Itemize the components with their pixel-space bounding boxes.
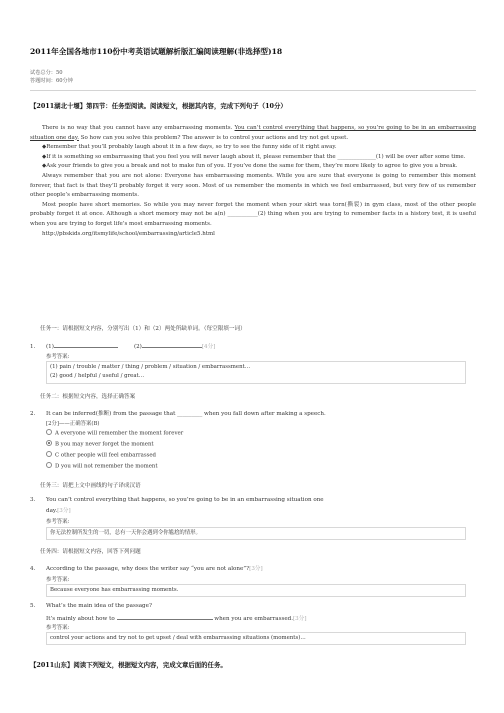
blank-label: (1) bbox=[46, 344, 54, 350]
score-tag: [3分] bbox=[57, 508, 71, 514]
answer-line: control your actions and try not to get upset / deal with embarrassing situations (moments)… bbox=[50, 635, 306, 641]
reference-answer-label: 参考答案: bbox=[46, 577, 70, 583]
answer-blank[interactable] bbox=[117, 613, 213, 620]
blank-label: (2) bbox=[133, 344, 142, 350]
score-tag: [2分]——正确答案(B) bbox=[46, 421, 100, 427]
score-tag: [4分] bbox=[201, 344, 216, 350]
option-label: D you will not remember the moment bbox=[55, 463, 158, 470]
divider bbox=[30, 90, 476, 91]
answer-box bbox=[46, 584, 466, 597]
option-b[interactable] bbox=[46, 441, 154, 448]
question-5-line bbox=[46, 613, 307, 622]
question-text: What’s the main idea of the passage? bbox=[46, 603, 152, 609]
total-score: 试卷总分：50 bbox=[30, 70, 63, 76]
answer-box bbox=[46, 632, 466, 645]
score-tag: [3分] bbox=[293, 616, 307, 622]
radio-icon[interactable] bbox=[46, 429, 52, 435]
radio-icon[interactable] bbox=[46, 462, 52, 468]
question-3-cont bbox=[46, 506, 71, 514]
passage-paragraph: ◆Remember that you’ll probably laugh about it in a few days, so try to see the funny side of it right away. bbox=[42, 144, 337, 151]
task-1-heading: 任务一：请根据短文内容，分别写出（1）和（2）两处所缺单词。（每空限填一词） bbox=[40, 326, 246, 332]
passage-paragraph bbox=[30, 124, 476, 143]
radio-selected-icon[interactable] bbox=[46, 440, 52, 446]
option-c[interactable] bbox=[46, 452, 156, 459]
option-label: A everyone will remember the moment forever bbox=[55, 430, 184, 437]
question-number: 3. bbox=[30, 497, 36, 503]
answer-blank-1[interactable] bbox=[54, 341, 118, 348]
question-number: 2. bbox=[30, 411, 36, 417]
answer-box bbox=[46, 527, 466, 540]
reference-answer-label: 参考答案: bbox=[46, 625, 70, 631]
document-title: 2011年全国各地市110份中考英语试题解析版汇编阅读理解(非选择型)18 bbox=[30, 47, 283, 56]
question-text: when you are embarrassed. bbox=[214, 616, 293, 622]
question-number: 4. bbox=[30, 566, 36, 572]
reading-passage bbox=[30, 124, 476, 239]
question-2 bbox=[30, 409, 326, 417]
reference-answer-label: 参考答案: bbox=[46, 519, 70, 525]
answer-line: (2) good / helpful / useful / great… bbox=[50, 373, 145, 380]
answer-line: (1) pain / trouble / matter / thing / problem / situation / embarrassment… bbox=[50, 364, 251, 370]
question-5 bbox=[30, 603, 152, 609]
option-label: B you may never forget the moment bbox=[55, 441, 154, 448]
passage-paragraph: ◆If it is something so embarrassing that you feel you will never laugh about it, please remember that the ______________(1) will be over after some time. bbox=[42, 153, 466, 160]
task-2-heading: 任务二：根据短文内容，选择正确答案 bbox=[40, 394, 136, 400]
score-tag: [3分] bbox=[249, 566, 263, 572]
time-limit: 答题时间：60分钟 bbox=[30, 78, 73, 84]
option-d[interactable] bbox=[46, 463, 158, 470]
section-heading-shandong: 【2011山东】阅读下列短文，根据短文内容，完成文章后面的任务。 bbox=[30, 661, 227, 669]
passage-paragraph: Always remember that you are not alone: Everyone has embarrassing moments. While you are sure that everyone is going to remember this moment forever, that fact is that they’ll probably forget it very soon. Most of us remember the moments in which we feel embarrassed, but very few of us remember other people’s embarrassing moments. bbox=[30, 172, 476, 199]
reference-answer-label: 参考答案: bbox=[46, 354, 70, 360]
question-4 bbox=[30, 564, 263, 572]
question-text: day. bbox=[46, 508, 58, 514]
question-text: You can’t control everything that happens, so you’re going to be in an embarrassing situation one bbox=[46, 497, 324, 503]
passage-text: So how can you solve this problem? The answer is to control your actions and try not get upset. bbox=[78, 134, 349, 141]
question-number: 5. bbox=[30, 603, 36, 609]
underlined-sentence: You can’t control everything that happens, so you’re going to be in an embarrassing situation one day. bbox=[30, 125, 476, 141]
answer-line: 你无法控制所发生的一切，总有一天你会遇到令你尴尬的情形。 bbox=[50, 530, 201, 536]
option-label: C other people will feel embarrassed bbox=[55, 452, 156, 459]
question-3 bbox=[30, 497, 324, 503]
question-text: It’s mainly about how to bbox=[46, 616, 115, 622]
question-text: It can be inferred(推断) from the passage that _________ when you fall down after making a speech. bbox=[46, 411, 326, 417]
passage-text: There is no way that you cannot have any embarrassing moments. bbox=[42, 125, 235, 131]
answer-box bbox=[46, 361, 466, 384]
question-number: 1. bbox=[30, 344, 36, 350]
answer-line: Because everyone has embarrassing moments. bbox=[50, 587, 179, 593]
passage-paragraph: ◆Ask your friends to give you a break and not to make fun of you. If you’ve done the same for them, they’re more likely to agree to give you a break. bbox=[42, 163, 458, 170]
passage-paragraph: Most people have short memories. So while you may never forget the moment when your skirt was torn(撕裂) in gym class, most of the other people probably forget it at once. Although a short memory may not be a(n) ___________(2) thing when you are trying to remember facts in a history test, it is useful when you are trying to forget life’s most embarrassing moments. bbox=[30, 201, 476, 227]
answer-blank-2[interactable] bbox=[142, 341, 202, 348]
task-4-heading: 任务四：请根据短文内容，回答下列问题 bbox=[40, 549, 141, 555]
source-url[interactable]: http://pbskids.org/itsmylife/school/embarrassing/article5.html bbox=[42, 230, 215, 237]
option-a[interactable] bbox=[46, 430, 183, 437]
question-1 bbox=[30, 341, 215, 350]
question-text: According to the passage, why does the writer say “you are not alone”? bbox=[46, 566, 250, 572]
section-heading-shiyan: 【2011湖北十堰】第四节：任务型阅读。阅读短文，根据其内容，完成下列句子（10分） bbox=[30, 102, 287, 110]
radio-icon[interactable] bbox=[46, 451, 52, 457]
task-3-heading: 任务三：请把上文中画线的句子译成汉语 bbox=[40, 483, 141, 489]
